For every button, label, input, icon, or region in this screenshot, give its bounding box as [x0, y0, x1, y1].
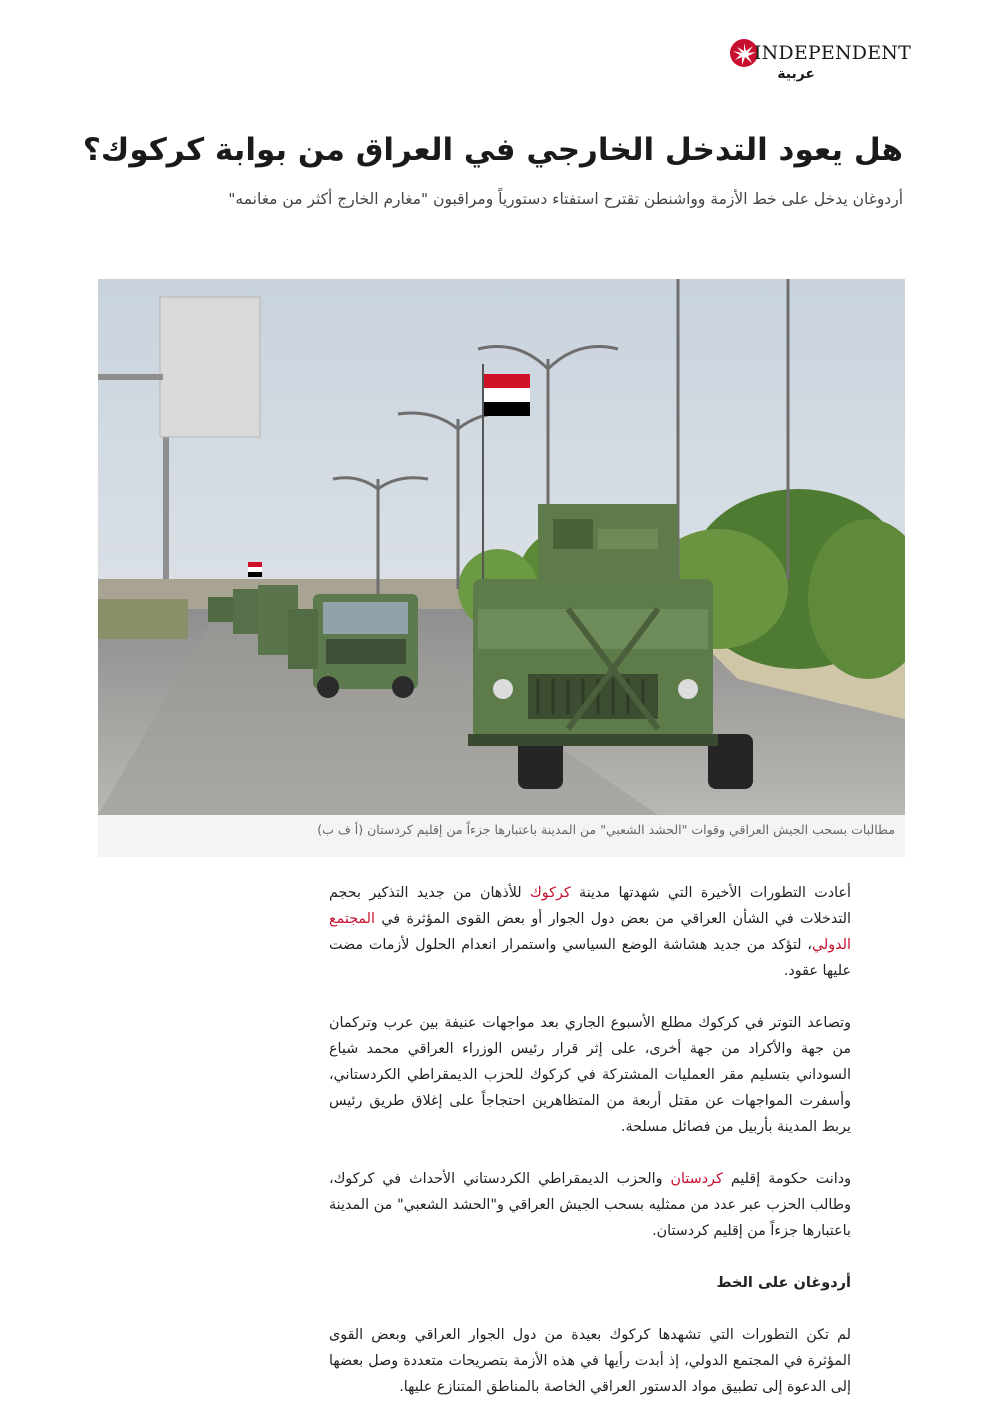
- site-header: [721, 38, 911, 86]
- article-title: هل يعود التدخل الخارجي في العراق من بوابة كركوك؟: [82, 132, 903, 168]
- p3-text-a: ودانت حكومة إقليم: [722, 1171, 851, 1187]
- lead-figure: [98, 279, 905, 857]
- p1-text-c: ، لتؤكد من جديد هشاشة الوضع السياسي واستمرار انعدام الحلول لأزمات مضت عليها عقود.: [329, 937, 851, 979]
- p3-text-b: والحزب الديمقراطي الكردستاني الأحداث في كركوك، وطالب الحزب عبر عدد من ممثليه بسحب الجيش العراقي و"الحشد الشعبي" من المدينة باعتبارها جزءاً من إقليم كردستان.: [329, 1171, 851, 1239]
- link-kirkuk[interactable]: كركوك: [529, 885, 571, 901]
- paragraph-1: [329, 880, 851, 984]
- p1-text-b: للأذهان من جديد التذكير بحجم التدخلات في الشأن العراقي من بعض دول الجوار أو بعض القوى المؤثرة في: [329, 885, 851, 927]
- brand-sub-text: عربية: [777, 66, 815, 82]
- brand-name[interactable]: INDEPENDENT: [753, 42, 911, 64]
- paragraph-4: لم تكن التطورات التي تشهدها كركوك بعيدة من دول الجوار العراقي وبعض القوى المؤثرة في المجتمع الدولي، إذ أبدت رأيها في هذه الأزمة بتصريحات متعددة وصل بعضها إلى الدعوة إلى تطبيق مواد الدستور العراقي الخاصة بالمناطق المتنازع عليها.: [329, 1327, 851, 1395]
- article-body: [329, 880, 851, 1426]
- convoy-photo-illustration: [98, 279, 905, 815]
- paragraph-2: وتصاعد التوتر في كركوك مطلع الأسبوع الجاري بعد مواجهات عنيفة بين عرب وتركمان من جهة والأكراد من جهة أخرى، على إثر قرار رئيس الوزراء العراقي محمد شياع السوداني بتسليم مقر العمليات المشتركة في كركوك للحزب الديمقراطي الكردستاني، وأسفرت المواجهات عن مقتل أربعة من المتظاهرين احتجاجاً على إغلاق طريق رئيس يربط المدينة بأربيل من فصائل مسلحة.: [329, 1015, 851, 1135]
- section-heading: أردوغان على الخط: [716, 1275, 851, 1291]
- image-caption: مطالبات بسحب الجيش العراقي وقوات "الحشد الشعبي" من المدينة باعتبارها جزءاً من إقليم كردستان (أ ف ب): [317, 822, 895, 837]
- p1-text-a: أعادت التطورات الأخيرة التي شهدتها مدينة: [570, 885, 851, 901]
- link-international-community[interactable]: المجتمع الدولي: [329, 911, 851, 953]
- paragraph-3: [329, 1166, 851, 1244]
- lead-photo[interactable]: [98, 279, 905, 815]
- article-subtitle: أردوغان يدخل على خط الأزمة وواشنطن تقترح استفتاء دستورياً ومراقبون "مغارم الخارج أكثر من مغانمه": [228, 190, 903, 208]
- link-kurdistan[interactable]: كردستان: [670, 1171, 723, 1187]
- brand-sub-label: [777, 66, 815, 82]
